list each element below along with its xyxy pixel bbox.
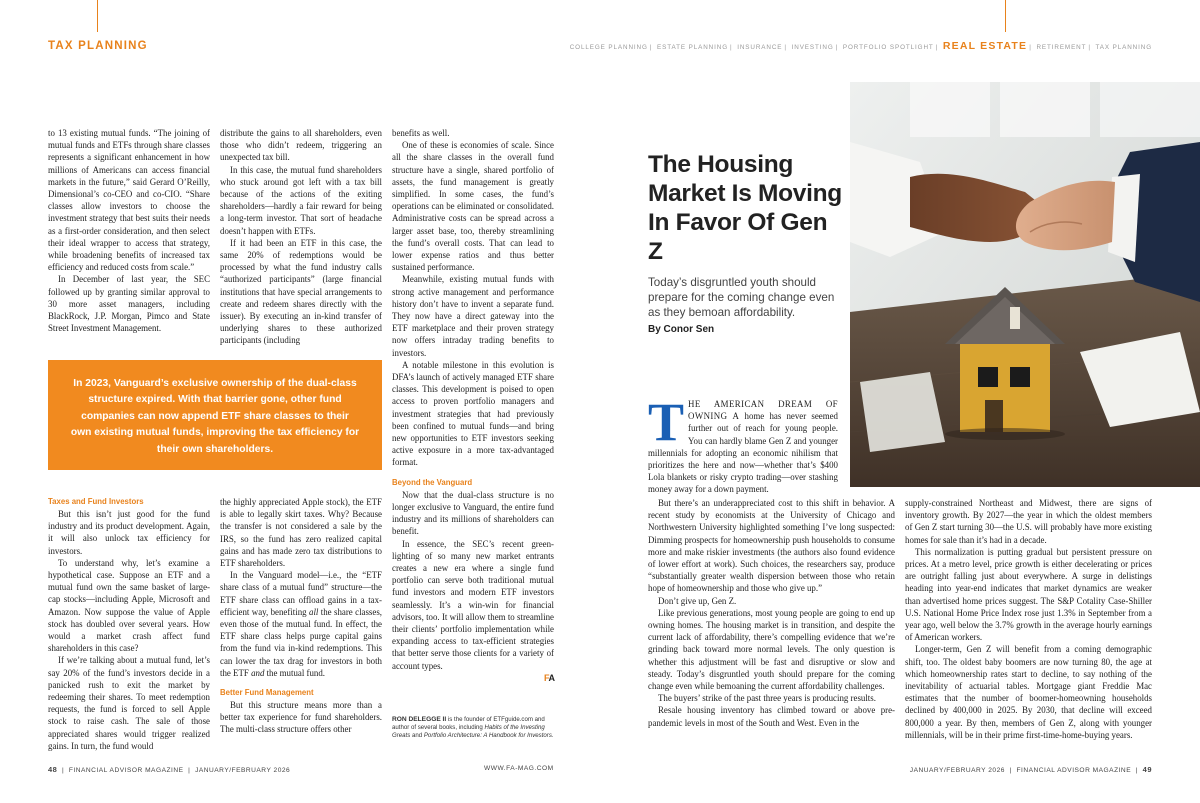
paragraph: Resale housing inventory has climbed toward or above pre-pandemic levels in most of the South and West. Even in the (648, 705, 895, 728)
paragraph: In this case, the mutual fund shareholders who stuck around got left with a tax bill because of the actions of the exiting shareholders—hardly a fair reward for being a long-term investor. That sort of headache doesn’t happen with ETFs. (220, 164, 382, 236)
nav-item-investing[interactable]: INVESTING (791, 44, 834, 51)
paragraph: In essence, the SEC’s recent green-lighting of so many new market entrants creates a new era where a single fund portfolio can serve both traditional mutual fund investors and modern ETF investors seamlessly. It’s a win-win for financial advisors, too. It will allow them to streamline their clients’ portfolio implementation while expanding access to tax-efficient strategies that better serve those clients for a variety of account types. (392, 538, 554, 671)
footer-left: 48 | FINANCIAL ADVISOR MAGAZINE | JANUARY/FEBRUARY 2026 (48, 765, 291, 774)
paragraph: This normalization is putting gradual but persistent pressure on prices. At a metro level, price growth is either decelerating or prices are outright falling just about everywhere. A surge in delistings heading into year-end indicates that market dynamics are weaker than advertised home prices suggest. The S&P Cotality Case-Shiller U.S. National Home Price Index rose just 1.3% in September from a year ago, well below the 3.7% growth in the average hourly earnings of American workers. (905, 546, 1152, 643)
subhead-beyond-vanguard: Beyond the Vanguard (392, 477, 473, 487)
paragraph: the highly appreciated Apple stock), the ETF is able to legally skirt taxes. Why? Because the transfer is not considered a sale by the IRS, so the fund has zero realized capital gains and has made zero tax distributions to ETF shareholders. (220, 497, 382, 569)
subhead-better-fund-management: Better Fund Management (220, 688, 314, 698)
paragraph: Now that the dual-class structure is no longer exclusive to Vanguard, the entire fund industry and its millions of shareholders can benefit. (392, 489, 554, 537)
paragraph: Like previous generations, most young people are going to end up owning homes. The housing market is in transition, and despite the current lack of affordability, there’s compelling evidence that we’re grinding back toward more normal levels. The only question is whether this adjustment will be fast and disruptive or slow and steady. Today’s disgruntled youth should prepare for the coming change even while bemoaning the current affordability challenges. (648, 607, 895, 692)
paragraph: But this structure means more than a better tax experience for fund shareholders. The multi-class structure offers other (220, 700, 382, 735)
nav-item-portfolio-spotlight[interactable]: PORTFOLIO SPOTLIGHT (842, 44, 934, 51)
left-col1-top (48, 127, 210, 334)
paragraph: In the Vanguard model—i.e., the “ETF share class of a mutual fund” structure—the ETF share class can offload gains in a tax-efficient way, benefiting all the share classes, even those of the mutual fund. In effect, the ETF share class helps purge capital gains from the fund via in-kind redemptions. This can lower the tax drag for investors in both the ETF and the mutual fund. (220, 570, 382, 678)
paragraph: benefits as well. (392, 128, 450, 138)
author-bio: RON DELEGGE II is the founder of ETFguide.com and author of several books, including Habits of the Investing Greats and Portfolio Architecture: A Handbook for Investors. (392, 716, 554, 740)
nav-item-estate-planning[interactable]: ESTATE PLANNING (657, 44, 728, 51)
article-deck: Today’s disgruntled youth should prepare for the coming change even as they bemoan affordability. (648, 276, 835, 319)
subhead-taxes-fund-investors: Taxes and Fund Investors (48, 497, 144, 506)
left-col3 (392, 127, 554, 684)
article-byline: By Conor Sen (648, 324, 715, 335)
pull-quote-callout: In 2023, Vanguard’s exclusive ownership of the dual-class structure expired. With that barrier gone, other fund companies can now append ETF share classes to their own existing mutual funds, improving the tax efficiency for their own shareholders. (48, 360, 382, 470)
nav-item-real-estate[interactable]: REAL ESTATE (942, 40, 1028, 52)
nav-item-tax-planning[interactable]: TAX PLANNING (1095, 44, 1152, 51)
paragraph: supply-constrained Northeast and Midwest, there are signs of inventory growth. By 2027—the year in which the oldest members of Gen Z start turning 30—the U.S. will probably have more existing homes for sale than it’s had in a decade. (905, 498, 1152, 545)
paragraph: to 13 existing mutual funds. “The joining of mutual funds and ETFs through share classes represents a significant enhancement in how millions of Americans can access financial markets in the future,” said Gerard O’Reilly, Dimensional’s co-CEO and co-CIO. “Share classes allow investors to choose the investment strategy that best suits their needs as a first-order consideration, and then select their ideal wrapper to access that strategy, while broadening benefits of increased tax efficiency and reduced costs from scale.” (48, 128, 210, 273)
nav-item-retirement[interactable]: RETIREMENT (1036, 44, 1087, 51)
paragraph: But there’s an underappreciated cost to this shift in behavior. A recent study by economists at the University of Chicago and Northwestern University highlighted something I’ve long suspected: Dimming prospects for homeownership push households to consume more and make riskier investments (the authors also found evidence of lower effort at work). Such choices, the researchers say, produce “substantially greater wealth dispersion between those who retain hope of homeownership and those who give up.” (648, 498, 895, 594)
paragraph: But this isn’t just good for the fund industry and its product development. Again, it will also unlock tax efficiency for investors. (48, 509, 210, 556)
nav-item-insurance[interactable]: INSURANCE (737, 44, 783, 51)
lead-paragraph: THE AMERICAN DREAM OF OWNING A home has never seemed further out of reach for young people. You can hardly blame Gen Z and younger millennials for adopting an economic nihilism that prioritizes the here and now—whether that’s $400 Lola blankets or risky crypto trading—over stashing money away for a down payment. (648, 392, 838, 495)
paragraph: Longer-term, Gen Z will benefit from a coming demographic shift, too. The oldest baby boomers are now turning 80, the age at which homeownership rates start to decline, to say nothing of the inevitability of actuarial tables. Mortgage giant Freddie Mac estimates that the number of boomer-homeowning households declined by 400,000 in 2025. By 2030, that decline will exceed 800,000 a year. By then, members of Gen Z, along with younger millennials, will be in their prime first-time-home-buying years. (905, 644, 1152, 740)
left-col1-bottom (48, 496, 210, 752)
paragraph: If we’re talking about a mutual fund, let’s say 20% of the fund’s investors decide in a panicked rush to exit the market by redeeming their shares. To meet redemption requests, the fund is forced to sell Apple stock to raise cash. The sale of those appreciated shares would trigger realized gains. In turn, the fund would (48, 655, 210, 751)
fa-end-mark: FA (544, 672, 554, 683)
paragraph: The buyers’ strike of the past three years is producing results. (658, 693, 876, 704)
section-nav: COLLEGE PLANNING | ESTATE PLANNING | INSURANCE | INVESTING | PORTFOLIO SPOTLIGHT | REAL ESTATE | RETIREMENT | TAX PLANNING (569, 40, 1152, 52)
left-col2-bottom (220, 496, 382, 736)
footer-right: JANUARY/FEBRUARY 2026 | FINANCIAL ADVISOR MAGAZINE | 49 (909, 765, 1152, 774)
paragraph: Meanwhile, existing mutual funds with strong active management and performance history don’t have to invent a separate fund. They now have a direct gateway into the ETF marketplace and their proven strategy now offers intraday trading benefits to investors. (392, 274, 554, 358)
paragraph: Don’t give up, Gen Z. (658, 595, 737, 606)
section-label-left: TAX PLANNING (48, 40, 148, 52)
paragraph: To understand why, let’s examine a hypothetical case. Suppose an ETF and a mutual fund own the same basket of large-cap stocks—including Apple, Microsoft and Amazon. Now suppose the value of Apple stock has doubled over several years. How would a market crash affect fund shareholders in this case? (48, 557, 210, 654)
article-title: The Housing Market Is Moving In Favor Of Gen Z (648, 151, 842, 265)
left-col2-top (220, 127, 382, 347)
article-lead (648, 392, 838, 496)
right-col-b (905, 497, 1152, 741)
handshake-house-photo (850, 82, 1200, 487)
paragraph: If it had been an ETF in this case, the same 20% of redemptions would be processed by what the fund industry calls “authorized participants” (large financial institutions that have special arrangements to create and redeem shares directly with the issuer). By executing an in-kind transfer of underlying shares to these authorized participants (including (220, 237, 382, 346)
photo-illustration (850, 82, 1200, 487)
paragraph: One of these is economies of scale. Since all the share classes in the overall fund structure have a single, shared portfolio of assets, the fund management is greatly simplified. In some cases, the fund’s operations can be eliminated or consolidated. Administrative costs can be spread across a larger asset base, too, thereby streamlining the fund’s overall costs. That can lead to lower expense ratios and thus better sustained performance. (392, 140, 554, 273)
paragraph: A notable milestone in this evolution is DFA’s launch of actively managed ETF share classes. This development is poised to open access to proven portfolio managers and investment strategies that had previously been confined to mutual funds—and bring new opportunities to ETF investors seeking active exposure in a more tax-advantaged format. (392, 359, 554, 468)
header-rule-left (97, 0, 98, 32)
right-col-a (648, 497, 895, 729)
footer-url[interactable]: WWW.FA-MAG.COM (484, 765, 554, 772)
nav-item-college-planning[interactable]: COLLEGE PLANNING (569, 44, 648, 51)
paragraph: In December of last year, the SEC followed up by granting similar approval to 30 more asset managers, including BlackRock, J.P. Morgan, Pimco and State Street Investment Management. (48, 274, 210, 334)
header-rule-right (1005, 0, 1006, 32)
paragraph: distribute the gains to all shareholders, even those who didn’t redeem, triggering an unexpected tax bill. (220, 128, 382, 163)
drop-cap: T (648, 392, 685, 452)
